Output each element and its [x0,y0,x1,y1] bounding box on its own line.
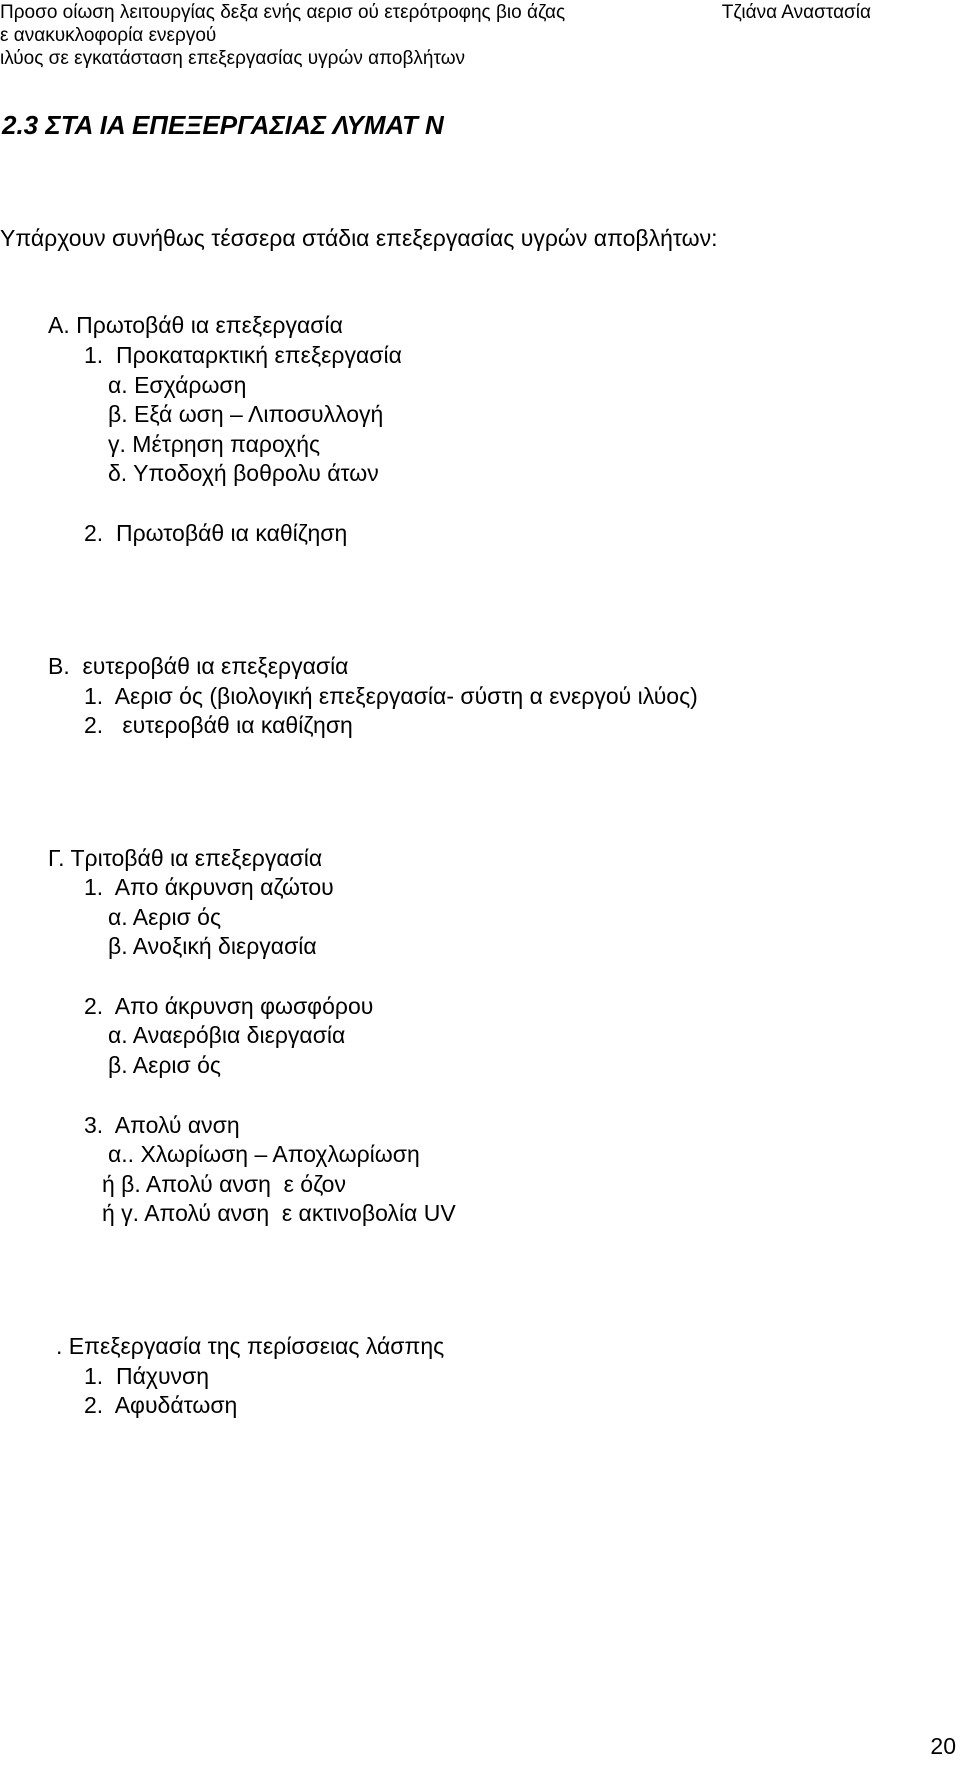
stage-a-heading: Α. Πρωτοβάθ ια επεξεργασία [48,312,343,338]
list-item: 2. ευτεροβάθ ια καθίζηση [84,712,353,738]
list-item: 2. Απο άκρυνση φωσφόρου [84,993,374,1019]
list-item: β. Ανοξική διεργασία [108,933,317,959]
list-item: β. Αερισ ός [108,1052,221,1078]
stage-d-heading: . Επεξεργασία της περίσσειας λάσπης [56,1333,445,1359]
list-item: ή β. Απολύ ανση ε όζον [102,1171,346,1197]
list-item: α.. Χλωρίωση – Αποχλωρίωση [108,1141,420,1167]
list-item: α. Εσχάρωση [108,372,247,398]
list-item: 3. Απολύ ανση [84,1112,240,1138]
stage-b-heading: Β. ευτεροβάθ ια επεξεργασία [48,653,349,679]
header-title-line-2: ε ανακυκλοφορία ενεργού [0,25,217,46]
list-item: α. Αερισ ός [108,904,222,930]
header-title-line-1: Προσο οίωση λειτουργίας δεξα ενής αερισ ού ετερότροφης βιο άζας [0,2,566,23]
list-item: δ. Υποδοχή βοθρολυ άτων [108,460,379,486]
list-item: 1. Αερισ ός (βιολογική επεξεργασία- σύστη α ενεργού ιλύος) [84,683,698,709]
page-number: 20 [930,1733,956,1759]
list-item: 2. Πρωτοβάθ ια καθίζηση [84,520,348,546]
list-item: 2. Αφυδάτωση [84,1392,238,1418]
list-item: ή γ. Απολύ ανση ε ακτινοβολία UV [102,1200,456,1226]
intro-paragraph: Υπάρχουν συνήθως τέσσερα στάδια επεξεργασίας υγρών αποβλήτων: [0,225,718,251]
list-item: γ. Μέτρηση παροχής [108,431,321,457]
section-heading: 2.3 ΣΤΑ ΙΑ ΕΠΕΞΕΡΓΑΣΙΑΣ ΛΥΜΑΤ Ν [2,110,444,140]
header-title-line-3: ιλύος σε εγκατάσταση επεξεργασίας υγρών αποβλήτων [0,48,466,69]
list-item: β. Εξά ωση – Λιποσυλλογή [108,401,384,427]
list-item: α. Αναερόβια διεργασία [108,1022,346,1048]
stage-c-heading: Γ. Τριτοβάθ ια επεξεργασία [48,845,323,871]
list-item: 1. Προκαταρκτική επεξεργασία [84,342,402,368]
list-item: 1. Απο άκρυνση αζώτου [84,874,334,900]
header-author: Τζιάνα Αναστασία [721,2,871,23]
list-item: 1. Πάχυνση [84,1363,210,1389]
